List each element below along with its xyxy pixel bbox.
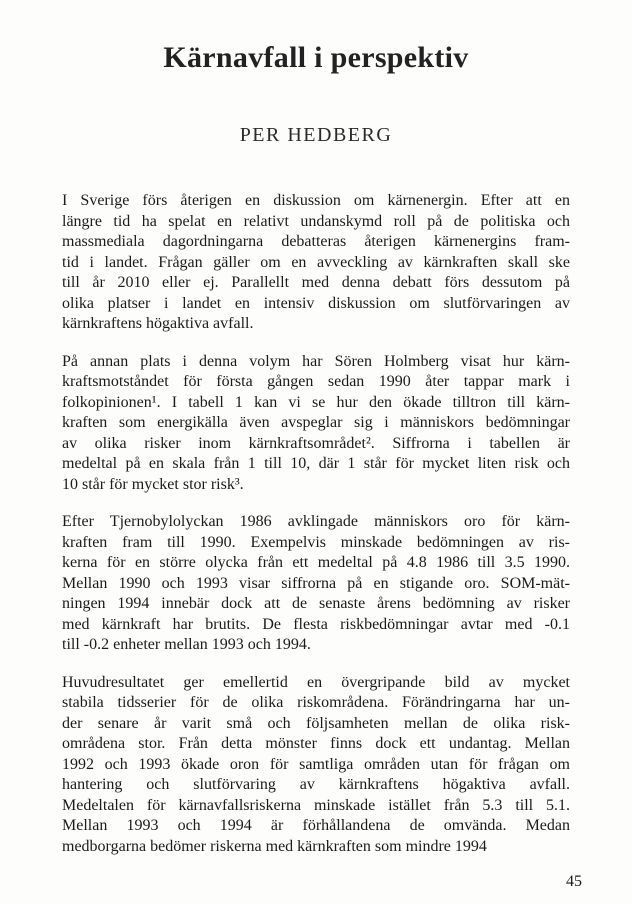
- text-line: Huvudresultatet ger emellertid en övergripande bild av mycket: [62, 673, 570, 691]
- text-line: olika platser i landet en intensiv diskussion om slutförvaringen av: [62, 294, 570, 312]
- paragraph: [62, 512, 570, 656]
- text-line: längre tid ha spelat en relativt undanskymd roll på de politiska och: [62, 212, 570, 230]
- text-line: kraftsmotståndet för första gången sedan 1990 åter tappar mark i: [62, 373, 570, 390]
- paragraph: [62, 673, 570, 858]
- text-line: till -0.2 enheter mellan 1993 och 1994.: [62, 636, 311, 653]
- page-number: 45: [566, 873, 582, 890]
- page-title: Kärnavfall i perspektiv: [163, 41, 469, 74]
- text-line: massmediala dagordningarna debatteras återigen kärnenergins fram-: [62, 233, 570, 250]
- text-line: tid i landet. Frågan gäller om en avveckling av kärnkraften skall ske: [62, 253, 570, 271]
- paragraph: [62, 191, 570, 335]
- text-line: 10 står för mycket stor risk³.: [62, 475, 244, 493]
- text-line: Efter Tjernobylolyckan 1986 avklingade människors oro för kärn-: [62, 513, 570, 530]
- text-line: der senare år varit små och följsamheten mellan de olika risk-: [62, 714, 570, 732]
- body-text: [62, 191, 570, 857]
- text-line: 1992 och 1993 ökade oron för samtliga områden utan för frågan om: [62, 755, 570, 773]
- author-name: PER HEDBERG: [239, 124, 393, 146]
- text-line: hantering och slutförvaring av kärnkraftens högaktiva avfall.: [62, 776, 570, 793]
- text-line: medborgarna bedömer riskerna med kärnkraften som mindre 1994: [62, 837, 487, 855]
- text-line: På annan plats i denna volym har Sören Holmberg visat hur kärn-: [62, 352, 570, 370]
- text-line: med kärnkraft har brutits. De flesta riskbedömningar avtar med -0.1: [62, 615, 570, 633]
- paragraph: [62, 352, 570, 496]
- text-line: ningen 1994 innebär dock att de senaste årens bedömning av risker: [62, 595, 570, 612]
- text-line: Mellan 1990 och 1993 visar siffrorna på en stigande oro. SOM-mät-: [62, 574, 570, 592]
- text-line: områdena stor. Från detta mönster finns dock ett undantag. Mellan: [62, 735, 570, 752]
- text-line: till år 2010 eller ej. Parallellt med denna debatt förs dessutom på: [62, 274, 570, 291]
- text-line: kärnkraftens högaktiva avfall.: [62, 315, 254, 332]
- text-line: av olika risker inom kärnkraftsområdet². Siffrorna i tabellen är: [62, 434, 570, 452]
- text-line: stabila tidsserier för de olika riskområdena. Förändringarna har un-: [62, 694, 570, 711]
- text-line: I Sverige förs återigen en diskussion om kärnenergin. Efter att en: [62, 192, 570, 209]
- text-line: Medeltalen för kärnavfallsriskerna minskade istället från 5.3 till 5.1.: [62, 796, 570, 814]
- text-line: folkopinionen¹. I tabell 1 kan vi se hur den ökade tilltron till kärn-: [62, 393, 570, 411]
- text-line: kraften som energikälla även avspeglar sig i människors bedömningar: [62, 414, 570, 431]
- text-line: medeltal på en skala från 1 till 10, där 1 står för mycket liten risk och: [62, 455, 570, 472]
- text-line: kraften fram till 1990. Exempelvis minskade bedömningen av ris-: [62, 533, 570, 551]
- text-line: Mellan 1993 och 1994 är förhållandena de omvända. Medan: [62, 817, 570, 834]
- text-line: kerna för en större olycka från ett medeltal på 4.8 1986 till 3.5 1990.: [62, 554, 570, 571]
